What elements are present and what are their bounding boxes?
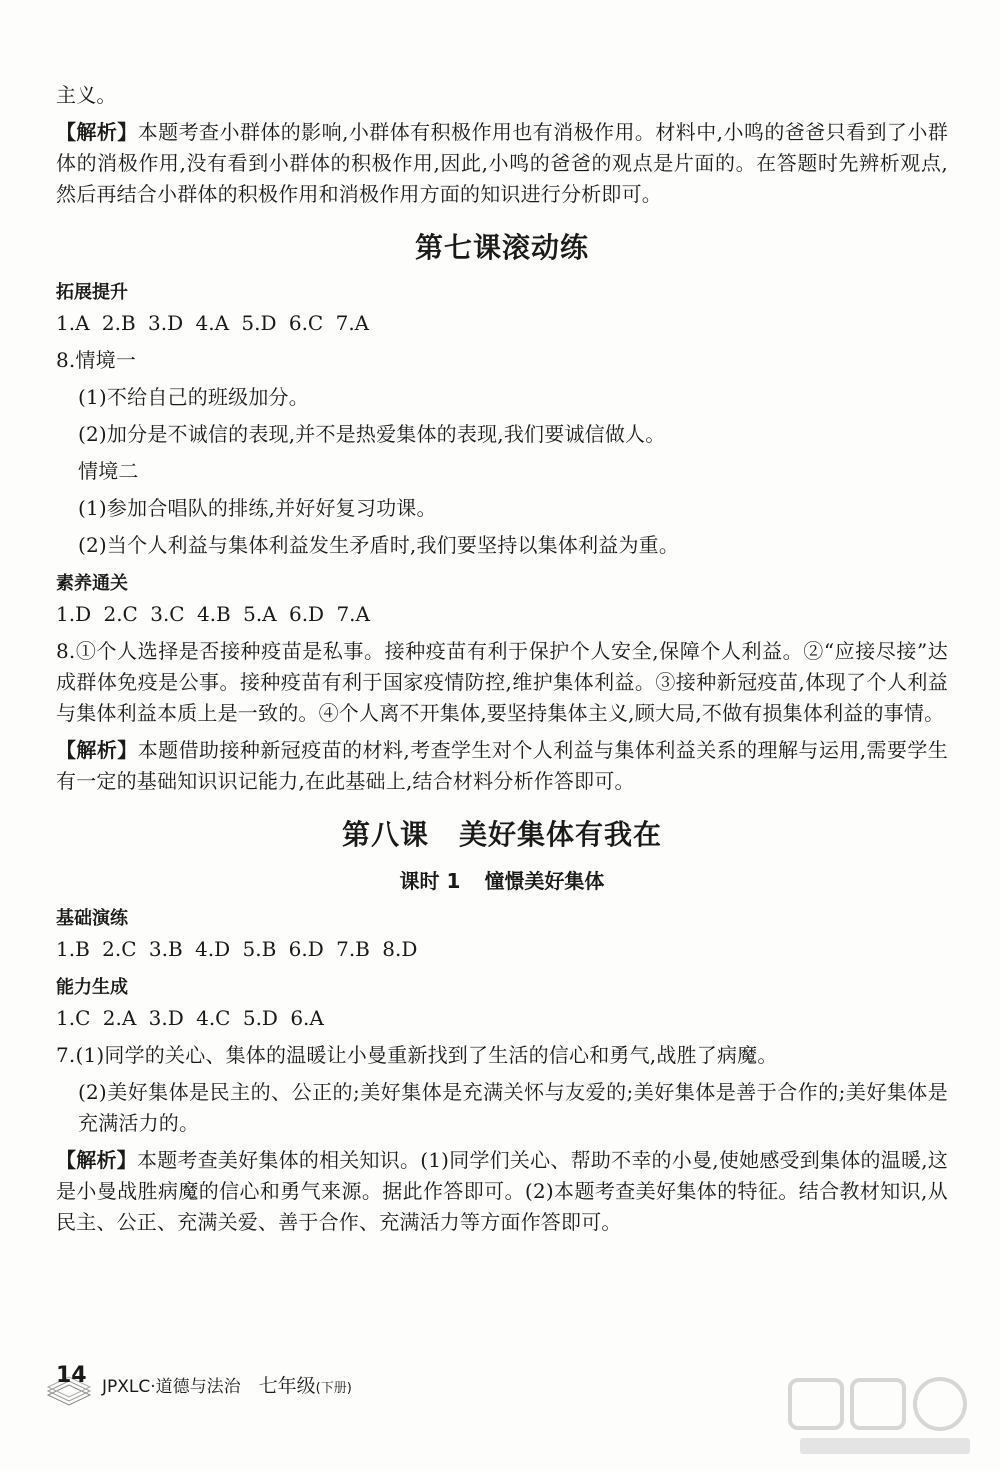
page-content: [56, 80, 948, 1244]
analysis-tag: 【解析】: [56, 1148, 137, 1172]
lesson8-subtitle: [56, 865, 948, 894]
grade-label: [259, 1371, 352, 1398]
lesson8-title: [56, 813, 948, 853]
analysis-paragraph-3: [56, 1145, 948, 1238]
page-footer: [44, 1352, 444, 1412]
literacy-q8: 8.①个人选择是否接种疫苗是私事。接种疫苗有利于保护个人安全,保障个人利益。②“应接尽接”达成群体免疫是公事。接种疫苗有利于国家疫情防控,维护集体利益。③接种新冠疫苗,体现了个人利益与集体利益本质上是一致的。④个人离不开集体,要坚持集体主义,顾大局,不做有损集体利益的事情。: [56, 639, 948, 725]
analysis-paragraph-1: [56, 117, 948, 210]
book-name: JPXLC·道德与法治: [102, 1376, 241, 1397]
analysis-text-1: 本题考查小群体的影响,小群体有积极作用也有消极作用。材料中,小鸣的爸爸只看到了小群体的消极作用,没有看到小群体的积极作用,因此,小鸣的爸爸的观点是片面的。在答题时先辨析观点,然后再结合小群体的积极作用和消极作用方面的知识进行分析即可。: [56, 120, 948, 206]
lesson8-sub-number: 课时 1: [399, 869, 461, 893]
analysis-tag: 【解析】: [56, 120, 138, 144]
q8-scenario2-label: 情境二: [78, 459, 139, 483]
heading-extend: 拓展提升: [56, 282, 128, 303]
ability-q7-a: 7.(1)同学的关心、集体的温暖让小曼重新找到了生活的信心和勇气,战胜了病魔。: [56, 1043, 778, 1067]
q8-label: 8.情境一: [56, 348, 137, 372]
heading-literacy: 素养通关: [56, 573, 128, 594]
analysis-text-3: 本题考查美好集体的相关知识。(1)同学们关心、帮助不幸的小曼,使她感受到集体的温暖,这是小曼战胜病魔的信心和勇气来源。据此作答即可。(2)本题考查美好集体的特征。结合教材知识,从民主、公正、充满关爱、善于合作、充满活力等方面作答即可。: [56, 1148, 948, 1234]
extend-answers: 1.A 2.B 3.D 4.A 5.D 6.C 7.A: [56, 311, 370, 335]
ability-q7-b: (2)美好集体是民主的、公正的;美好集体是充满关怀与友爱的;美好集体是善于合作的;美好集体是充满活力的。: [78, 1080, 948, 1135]
lesson8-sub-name: 憧憬美好集体: [484, 869, 605, 893]
lesson8-title-name: 美好集体有我在: [459, 818, 663, 851]
volume-text: (下册): [315, 1380, 352, 1396]
q8-scenario1-b: (2)加分是不诚信的表现,并不是热爱集体的表现,我们要诚信做人。: [78, 422, 666, 446]
q8-scenario2-b: (2)当个人利益与集体利益发生矛盾时,我们要坚持以集体利益为重。: [78, 533, 680, 557]
analysis-text-2: 本题借助接种新冠疫苗的材料,考查学生对个人利益与集体利益关系的理解与运用,需要学生有一定的基础知识识记能力,在此基础上,结合材料分析作答即可。: [56, 738, 948, 793]
q8-scenario1-a: (1)不给自己的班级加分。: [78, 385, 309, 409]
ability-answers: 1.C 2.A 3.D 4.C 5.D 6.A: [56, 1006, 324, 1030]
literacy-answers: 1.D 2.C 3.C 4.B 5.A 6.D 7.A: [56, 602, 370, 626]
page-number-badge: [44, 1357, 94, 1407]
lesson8-title-number: 第八课: [341, 818, 429, 851]
heading-ability: 能力生成: [56, 977, 128, 998]
basic-answers: 1.B 2.C 3.B 4.D 5.B 6.D 7.B 8.D: [56, 937, 418, 961]
q8-scenario2-a: (1)参加合唱队的排练,并好好复习功课。: [78, 496, 437, 520]
analysis-tag: 【解析】: [56, 738, 138, 762]
watermark-logo-icon: [780, 1372, 980, 1462]
lesson7-title: 第七课滚动练: [414, 231, 589, 264]
analysis-paragraph-2: [56, 735, 948, 797]
intro-line: 主义。: [56, 83, 117, 107]
page-number: 14: [56, 1363, 87, 1388]
heading-basic: 基础演练: [56, 908, 128, 929]
grade-text: 七年级: [258, 1374, 316, 1397]
